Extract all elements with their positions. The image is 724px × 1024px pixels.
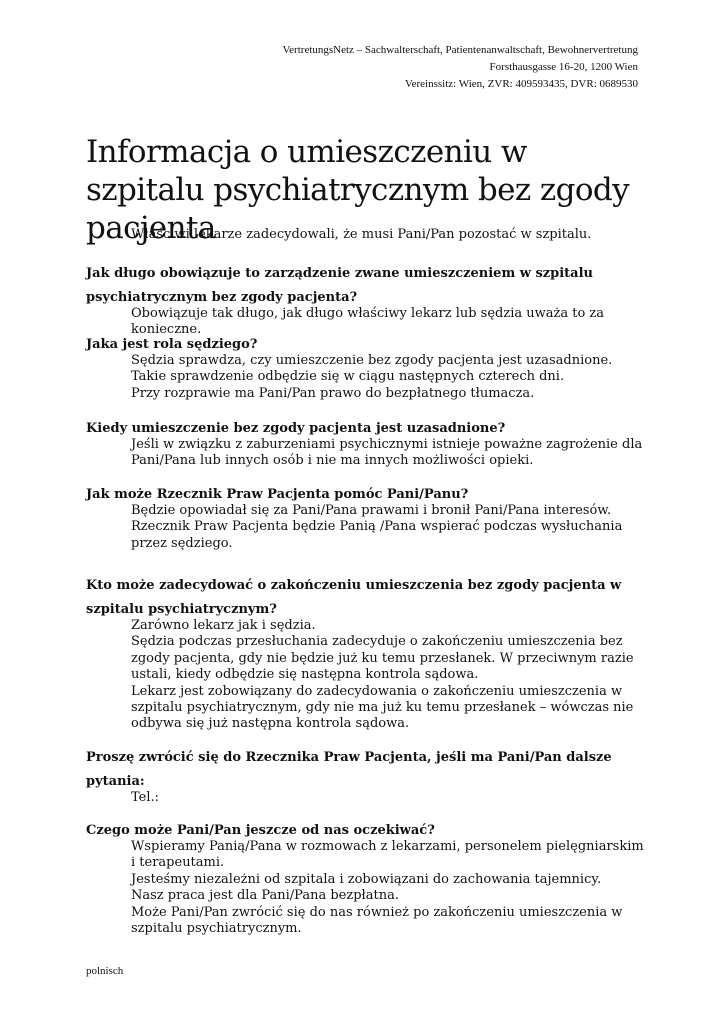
faq-section-duration [86,262,646,339]
answer-line: Jeśli w związku z zaburzeniami psychicznymi istnieje poważne zagrożenie dla Pani/Pana lub innych osób i nie ma innych możliwości opieki. [131,437,643,469]
faq-question: Jak długo obowiązuje to zarządzenie zwane umieszczeniem w szpitalu psychiatrycznym bez zgody pacjenta? [86,266,593,305]
faq-question: Jak może Rzecznik Praw Pacjenta pomóc Pani/Panu? [86,487,469,502]
answer-line: Sędzia sprawdza, czy umieszczenie bez zgody pacjenta jest uzasadnione. [131,353,613,368]
answer-line: Nasz praca jest dla Pani/Pana bezpłatna. [131,888,399,904]
letterhead-address: Forsthausgasse 16-20, 1200 Wien [489,61,638,73]
answer-line: Lekarz jest zobowiązany do zadecydowania o zakończeniu umieszczenia w szpitalu psychiatrycznym, gdy nie ma już ku temu przesłanek – wówczas nie odbywa się już następna kontrola sądowa. [131,683,634,732]
letterhead [282,42,638,93]
contact-phone: Tel.: [131,790,160,805]
faq-question: Jaka jest rola sędziego? [86,337,258,352]
page-title: Informacja o umieszczeniu w szpitalu psychiatrycznym bez zgody pacjenta [86,134,630,246]
faq-question: Kto może zadecydować o zakończeniu umieszczenia bez zgody pacjenta w szpitalu psychiatrycznym? [86,578,622,617]
faq-answer [131,437,646,470]
faq-section-contact [86,746,646,806]
faq-section-patient-advocate-help [86,486,646,552]
faq-section-judge-role [86,336,646,402]
faq-answer [131,503,646,552]
faq-answer [131,618,646,733]
letterhead-organization: VertretungsNetz – Sachwalterschaft, Patientenanwaltschaft, Bewohnervertretung [282,44,638,56]
faq-section-justification [86,420,646,470]
answer-line: Sędzia podczas przesłuchania zadecyduje o zakończeniu umieszczenia bez zgody pacjenta, gdy nie będzie już ku temu przesłanek. W przeciwnym razie ustali, kiedy odbędzie się następna kontrola sądowa. [131,634,634,683]
faq-section-ending-placement [86,574,646,733]
faq-question: Proszę zwrócić się do Rzecznika Praw Pacjenta, jeśli ma Pani/Pan dalsze pytania: [86,750,612,789]
faq-question: Czego może Pani/Pan jeszcze od nas oczekiwać? [86,823,435,838]
intro-text: Właściwi lekarze zadecydowali, że musi Pani/Pan pozostać w szpitalu. [131,227,592,242]
faq-answer [131,839,646,937]
answer-line: Obowiązuje tak długo, jak długo właściwy lekarz lub sędzia uważa to za konieczne. [131,306,605,338]
answer-line: Jesteśmy niezależni od szpitala i zobowiązani do zachowania tajemnicy. [131,871,602,887]
faq-answer [131,353,646,402]
answer-line: Zarówno lekarz jak i sędzia. [131,618,316,633]
language-label: polnisch [86,965,124,977]
faq-section-what-to-expect [86,822,646,937]
letterhead-registration: Vereinssitz: Wien, ZVR: 409593435, DVR: 0689530 [404,78,638,90]
answer-line: Może Pani/Pan zwrócić się do nas również po zakończeniu umieszczenia w szpitalu psychiatrycznym. [131,904,623,937]
faq-answer [131,306,646,339]
answer-line: Wspieramy Panią/Pana w rozmowach z lekarzami, personelem pielęgniarskim i terapeutami. [131,839,644,871]
answer-line: Będzie opowiadał się za Pani/Pana prawami i bronił Pani/Pana interesów. [131,503,612,518]
faq-question: Kiedy umieszczenie bez zgody pacjenta jest uzasadnione? [86,421,506,436]
answer-line: Takie sprawdzenie odbędzie się w ciągu następnych czterech dni. [131,369,565,385]
faq-answer [131,790,646,806]
answer-line: Rzecznik Praw Pacjenta będzie Panią /Pana wspierać podczas wysłuchania przez sędziego. [131,519,623,551]
answer-line: Przy rozprawie ma Pani/Pan prawo do bezpłatnego tłumacza. [131,385,535,401]
